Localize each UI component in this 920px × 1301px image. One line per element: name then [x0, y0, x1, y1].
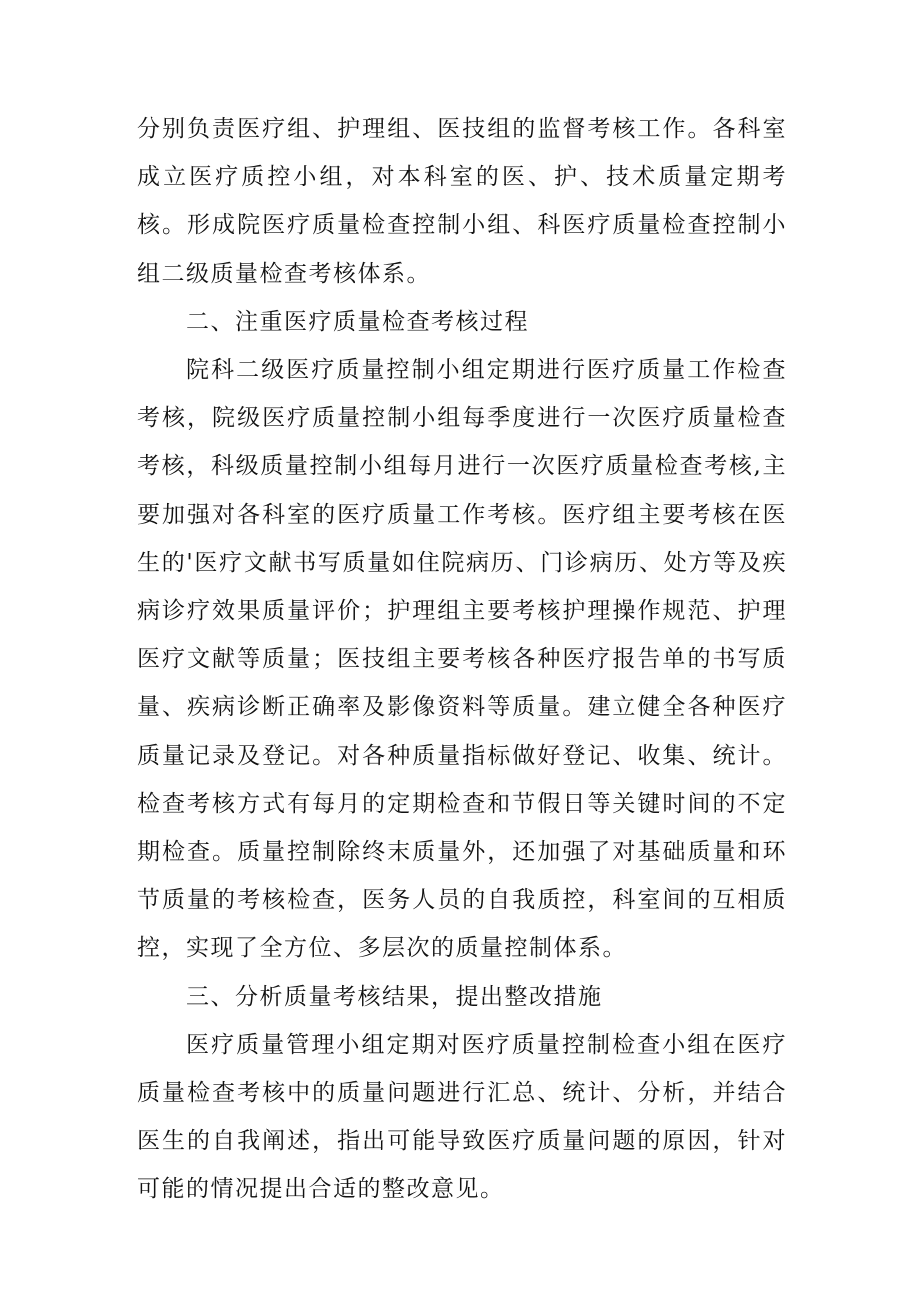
- section-heading-2: 二、注重医疗质量检查考核过程: [186, 308, 529, 335]
- paragraph-inspection-process: 院科二级医疗质量控制小组定期进行医疗质量工作检查考核，院级医疗质量控制小组每季度进行一次医疗质量检查考核，科级质量控制小组每月进行一次医疗质量检查考核,主要加强对各科室的医疗质量工作考核。医疗组主要考核在医生的'医疗文献书写质量如住院病历、门诊病历、处方等及疾病诊疗效果质量评价；护理组主要考核护理操作规范、护理医疗文献等质量；医技组主要考核各种医疗报告单的书写质量、疾病诊断正确率及影像资料等质量。建立健全各种医疗质量记录及登记。对各种质量指标做好登记、收集、统计。检查考核方式有每月的定期检查和节假日等关键时间的不定期检查。质量控制除终末质量外，还加强了对基础质量和环节质量的考核检查，医务人员的自我质控，科室间的互相质控，实现了全方位、多层次的质量控制体系。: [137, 357, 787, 962]
- paragraph-analysis-rectification: 医疗质量管理小组定期对医疗质量控制检查小组在医疗质量检查考核中的质量问题进行汇总、统计、分析，并结合医生的自我阐述，指出可能导致医疗质量问题的原因，针对可能的情况提出合适的整改意见。: [137, 1031, 787, 1203]
- section-heading-3: 三、分析质量考核结果，提出整改措施: [186, 983, 603, 1010]
- paragraph-supervision-groups: 分别负责医疗组、护理组、医技组的监督考核工作。各科室成立医疗质控小组，对本科室的医、护、技术质量定期考核。形成院医疗质量检查控制小组、科医疗质量检查控制小组二级质量检查考核体系。: [137, 116, 787, 287]
- document-body: [137, 105, 787, 1214]
